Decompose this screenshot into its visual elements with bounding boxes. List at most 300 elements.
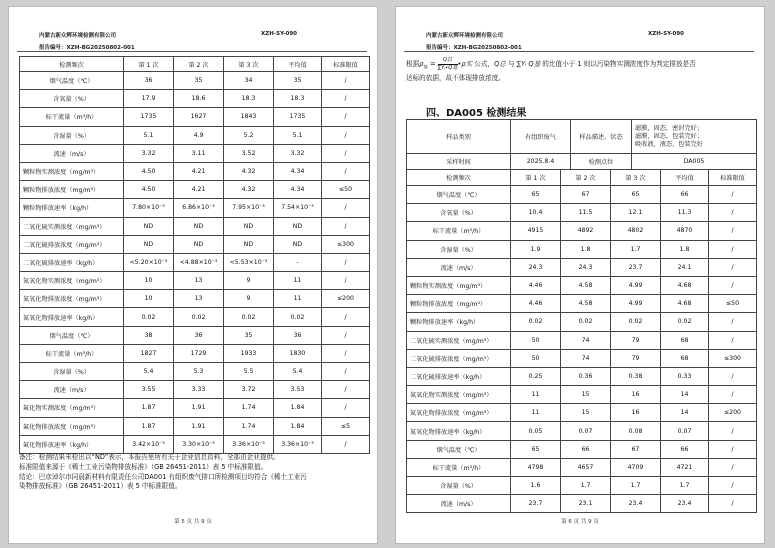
- row-label: 流速（m/s）: [407, 258, 511, 276]
- header-divider: [404, 51, 754, 52]
- cell-value: 5.5: [224, 363, 274, 381]
- row-label: 烟气温度（℃）: [407, 440, 511, 458]
- cell-value: /: [709, 495, 757, 513]
- table-row: [20, 199, 370, 217]
- table-row: [20, 108, 370, 126]
- column-header: 第 1 次: [124, 57, 174, 72]
- table-row: [20, 217, 370, 235]
- cell-value: <4.88×10⁻³: [174, 253, 224, 271]
- row-label: 含湿量（%）: [20, 126, 124, 144]
- row-label: 氮氧化物排放速率（kg/h）: [407, 422, 511, 440]
- column-header: 第 3 次: [611, 170, 661, 186]
- table-row: [407, 477, 757, 495]
- cell-value: 4657: [561, 458, 611, 476]
- table-row: [20, 363, 370, 381]
- cell-value: /: [322, 253, 370, 271]
- cell-value: 5.3: [174, 363, 224, 381]
- cell-value: /: [322, 308, 370, 326]
- sampling-point: DA005: [632, 154, 757, 170]
- table-row: [20, 272, 370, 290]
- cell-value: 3.55: [124, 381, 174, 399]
- table-row: [20, 162, 370, 180]
- cell-value: /: [709, 367, 757, 385]
- cell-value: 4.34: [274, 181, 322, 199]
- cell-value: 4798: [511, 458, 561, 476]
- cell-value: 1.8: [661, 240, 709, 258]
- row-label: 颗粒物实测浓度（mg/m³）: [20, 162, 124, 180]
- cell-value: 38: [124, 326, 174, 344]
- cell-value: 11: [274, 272, 322, 290]
- cell-value: 1.91: [174, 417, 224, 435]
- row-label: 含湿量（%）: [20, 363, 124, 381]
- cell-value: 4.99: [611, 276, 661, 294]
- cell-value: 0.07: [661, 422, 709, 440]
- cell-value: 3.32: [124, 144, 174, 162]
- cell-value: /: [322, 72, 370, 90]
- cell-value: 65: [511, 186, 561, 204]
- cell-value: 1735: [274, 108, 322, 126]
- cell-value: 11.5: [561, 204, 611, 222]
- remarks: [19, 453, 369, 492]
- row-label: 颗粒物排放浓度（mg/m³）: [407, 295, 511, 313]
- cell-value: 4.21: [174, 181, 224, 199]
- column-header: 第 2 次: [561, 170, 611, 186]
- formula-fraction: $\frac{\text{Q总}}{\text{∑Yᵢ•Q基}}$: [437, 57, 458, 71]
- cell-value: 24.3: [561, 258, 611, 276]
- cell-value: /: [322, 399, 370, 417]
- cell-value: 18.6: [174, 90, 224, 108]
- cell-value: 1.91: [174, 399, 224, 417]
- cell-value: 68: [661, 349, 709, 367]
- cell-value: 3.36×10⁻³: [274, 435, 322, 453]
- cell-value: 3.42×10⁻³: [124, 435, 174, 453]
- cell-value: /: [709, 240, 757, 258]
- cell-value: ND: [224, 235, 274, 253]
- table-row: [407, 186, 757, 204]
- cell-value: 0.38: [611, 367, 661, 385]
- cell-value: 15: [561, 404, 611, 422]
- cell-value: 1.6: [511, 477, 561, 495]
- cell-value: 24.3: [511, 258, 561, 276]
- info-value: 有组织废气: [511, 120, 571, 154]
- row-label: 二氧化硫排放速率（kg/h）: [20, 253, 124, 271]
- cell-value: 0.36: [561, 367, 611, 385]
- cell-value: 67: [561, 186, 611, 204]
- cell-value: 5.1: [124, 126, 174, 144]
- table-row: [407, 440, 757, 458]
- cell-value: 13: [174, 290, 224, 308]
- table-row: [20, 344, 370, 362]
- table-row: [20, 399, 370, 417]
- cell-value: 50: [511, 331, 561, 349]
- cell-value: 4892: [561, 222, 611, 240]
- table-row: [20, 72, 370, 90]
- cell-value: 5.4: [274, 363, 322, 381]
- cell-value: 1.84: [274, 417, 322, 435]
- report-page-5: [8, 6, 378, 544]
- cell-value: /: [709, 458, 757, 476]
- table-row: [407, 222, 757, 240]
- report-page-6: [395, 6, 765, 544]
- row-label: 氮氧化物排放浓度（mg/m³）: [20, 290, 124, 308]
- cell-value: /: [322, 326, 370, 344]
- cell-value: 1.7: [661, 477, 709, 495]
- cell-value: 16: [611, 386, 661, 404]
- table-row: [20, 253, 370, 271]
- cell-value: ND: [224, 217, 274, 235]
- row-label: 标干流量（m³/h）: [407, 222, 511, 240]
- page-number: 第 6 页 共 9 页: [561, 519, 599, 525]
- cell-value: 24.1: [661, 258, 709, 276]
- cell-value: 35: [174, 72, 224, 90]
- cell-value: 1.7: [611, 240, 661, 258]
- info-label: 样品描述、状态: [571, 120, 632, 154]
- table-row: [20, 181, 370, 199]
- cell-value: 0.02: [124, 308, 174, 326]
- cell-value: 12.1: [611, 204, 661, 222]
- row-label: 标干流量（m³/h）: [20, 344, 124, 362]
- cell-value: 3.53: [274, 381, 322, 399]
- cell-value: 7.95×10⁻³: [224, 199, 274, 217]
- table-row: [407, 404, 757, 422]
- cell-value: 0.02: [174, 308, 224, 326]
- row-label: 含氧量（%）: [407, 204, 511, 222]
- cell-value: ND: [274, 235, 322, 253]
- cell-value: 36: [174, 326, 224, 344]
- table-row: [407, 258, 757, 276]
- cell-value: 4.68: [661, 295, 709, 313]
- row-label: 二氧化硫排放浓度（mg/m³）: [20, 235, 124, 253]
- table-row: [407, 458, 757, 476]
- cell-value: /: [322, 381, 370, 399]
- cell-value: ND: [274, 217, 322, 235]
- cell-value: 4915: [511, 222, 561, 240]
- row-label: 烟气温度（℃）: [20, 72, 124, 90]
- cell-value: /: [709, 386, 757, 404]
- cell-value: <5.53×10⁻³: [224, 253, 274, 271]
- table-row: [20, 235, 370, 253]
- cell-value: 36: [274, 326, 322, 344]
- cell-value: 1.7: [561, 477, 611, 495]
- cell-value: /: [709, 440, 757, 458]
- cell-value: -: [274, 253, 322, 271]
- info-label: 检测点位: [571, 154, 632, 170]
- row-label: 氟化物排放速率（kg/h）: [20, 435, 124, 453]
- cell-value: 0.02: [224, 308, 274, 326]
- cell-value: 4.58: [561, 295, 611, 313]
- cell-value: 23.4: [611, 495, 661, 513]
- cell-value: 18.3: [274, 90, 322, 108]
- cell-value: 1.84: [274, 399, 322, 417]
- row-label: 流速（m/s）: [20, 144, 124, 162]
- cell-value: 18.3: [224, 90, 274, 108]
- cell-value: /: [709, 258, 757, 276]
- cell-value: 67: [611, 440, 661, 458]
- company-name: 内蒙古新众辉环境检测有限公司: [39, 33, 117, 39]
- cell-value: 1.8: [561, 240, 611, 258]
- cell-value: 14: [661, 404, 709, 422]
- cell-value: 4.99: [611, 295, 661, 313]
- row-label: 二氧化硫实测浓度（mg/m³）: [20, 217, 124, 235]
- results-table-da005: [406, 169, 757, 513]
- cell-value: 4.46: [511, 295, 561, 313]
- table-row: [407, 331, 757, 349]
- remark-line: 结论：巴彦淖尔市同晨新材料有限责任公司DA001 有组织废气排口所检测项目均符合《稀土工业污: [19, 472, 307, 481]
- column-header: 标准限值: [322, 57, 370, 72]
- table-row: [407, 295, 757, 313]
- cell-value: 1.74: [224, 417, 274, 435]
- row-label: 氮氧化物实测浓度（mg/m³）: [20, 272, 124, 290]
- cell-value: 14: [661, 386, 709, 404]
- cell-value: 3.11: [174, 144, 224, 162]
- row-label: 二氧化硫排放速率（kg/h）: [407, 367, 511, 385]
- cell-value: 68: [661, 331, 709, 349]
- cell-value: 11: [511, 404, 561, 422]
- row-label: 氮氧化物排放浓度（mg/m³）: [407, 404, 511, 422]
- cell-value: /: [322, 108, 370, 126]
- sampling-date: 2025.8.4: [511, 154, 571, 170]
- form-code: XZH-SY-090: [261, 31, 298, 37]
- row-label: 颗粒物排放速率（kg/h）: [20, 199, 124, 217]
- cell-value: 35: [224, 326, 274, 344]
- section-title: 四、DA005 检测结果: [426, 108, 527, 119]
- table-row: [407, 240, 757, 258]
- cell-value: /: [322, 199, 370, 217]
- cell-value: /: [322, 272, 370, 290]
- cell-value: 10: [124, 272, 174, 290]
- row-label: 颗粒物实测浓度（mg/m³）: [407, 276, 511, 294]
- table-row: [407, 422, 757, 440]
- cell-value: 4.21: [174, 162, 224, 180]
- cell-value: 65: [611, 186, 661, 204]
- cell-value: 4709: [611, 458, 661, 476]
- cell-value: 6.86×10⁻³: [174, 199, 224, 217]
- cell-value: 4.46: [511, 276, 561, 294]
- cell-value: 1735: [124, 108, 174, 126]
- cell-value: /: [709, 422, 757, 440]
- cell-value: 36: [124, 72, 174, 90]
- cell-value: ≤300: [709, 349, 757, 367]
- cell-value: <5.20×10⁻³: [124, 253, 174, 271]
- cell-value: 4.68: [661, 276, 709, 294]
- row-label: 二氧化硫实测浓度（mg/m³）: [407, 331, 511, 349]
- cell-value: /: [322, 435, 370, 453]
- table-row: [20, 290, 370, 308]
- cell-value: 4.50: [124, 162, 174, 180]
- sample-status: 滤膜，固态，密封完好； 滤膜，固态，包装完好； 吸收液，液态，包装完好: [632, 120, 757, 154]
- cell-value: 9: [224, 272, 274, 290]
- column-header: 第 1 次: [511, 170, 561, 186]
- report-number: 报告编号：XZH-BG20250802-001: [39, 45, 135, 51]
- cell-value: 4721: [661, 458, 709, 476]
- cell-value: 15: [561, 386, 611, 404]
- cell-value: 79: [611, 349, 661, 367]
- table-row: [20, 417, 370, 435]
- cell-value: 3.72: [224, 381, 274, 399]
- cell-value: /: [322, 344, 370, 362]
- cell-value: 0.25: [511, 367, 561, 385]
- cell-value: /: [322, 363, 370, 381]
- column-header: 检测频次: [20, 57, 124, 72]
- column-header: 平均值: [274, 57, 322, 72]
- cell-value: 1.74: [224, 399, 274, 417]
- cell-value: /: [709, 204, 757, 222]
- row-label: 二氧化硫排放浓度（mg/m³）: [407, 349, 511, 367]
- cell-value: 4.32: [224, 162, 274, 180]
- cell-value: /: [322, 217, 370, 235]
- cell-value: ND: [124, 217, 174, 235]
- row-label: 氟化物实测浓度（mg/m³）: [20, 399, 124, 417]
- cell-value: 0.02: [274, 308, 322, 326]
- cell-value: 35: [274, 72, 322, 90]
- info-label: 样品类别: [407, 120, 511, 154]
- cell-value: 17.9: [124, 90, 174, 108]
- row-label: 流速（m/s）: [20, 381, 124, 399]
- cell-value: ND: [174, 217, 224, 235]
- table-row: [407, 386, 757, 404]
- cell-value: ≤5: [322, 417, 370, 435]
- cell-value: 5.4: [124, 363, 174, 381]
- cell-value: 0.05: [511, 422, 561, 440]
- column-header: 第 2 次: [174, 57, 224, 72]
- cell-value: ≤50: [709, 295, 757, 313]
- cell-value: /: [322, 90, 370, 108]
- row-label: 氮氧化物排放速率（kg/h）: [20, 308, 124, 326]
- cell-value: 4802: [611, 222, 661, 240]
- cell-value: 4.9: [174, 126, 224, 144]
- cell-value: 0.08: [611, 422, 661, 440]
- cell-value: /: [709, 276, 757, 294]
- table-row: [20, 326, 370, 344]
- cell-value: ≤200: [322, 290, 370, 308]
- cell-value: 1830: [274, 344, 322, 362]
- info-label: 采样时间: [407, 154, 511, 170]
- column-header: 第 3 次: [224, 57, 274, 72]
- column-header: 平均值: [661, 170, 709, 186]
- cell-value: 1827: [124, 344, 174, 362]
- cell-value: 1933: [224, 344, 274, 362]
- cell-value: /: [709, 313, 757, 331]
- cell-value: ≤300: [322, 235, 370, 253]
- report-number: 报告编号：XZH-BG20250802-001: [426, 45, 522, 51]
- remark-line: 染物排放标准》（GB 26451-2011）表 5 中标准限值。: [19, 482, 182, 491]
- cell-value: 1.87: [124, 399, 174, 417]
- cell-value: 13: [174, 272, 224, 290]
- table-row: [407, 204, 757, 222]
- cell-value: ND: [174, 235, 224, 253]
- cell-value: 3.30×10⁻³: [174, 435, 224, 453]
- row-label: 颗粒物排放速率（kg/h）: [407, 313, 511, 331]
- cell-value: 0.02: [511, 313, 561, 331]
- header-divider: [17, 51, 367, 52]
- column-header: 标准限值: [709, 170, 757, 186]
- cell-value: 1627: [174, 108, 224, 126]
- row-label: 标干流量（m³/h）: [20, 108, 124, 126]
- cell-value: 5.1: [274, 126, 322, 144]
- column-header: 检测频次: [407, 170, 511, 186]
- cell-value: 23.1: [561, 495, 611, 513]
- cell-value: 1.9: [511, 240, 561, 258]
- table-row: [407, 495, 757, 513]
- row-label: 标干流量（m³/h）: [407, 458, 511, 476]
- cell-value: 0.07: [561, 422, 611, 440]
- table-row: [407, 276, 757, 294]
- cell-value: 34: [224, 72, 274, 90]
- sample-info-table: [406, 119, 757, 170]
- cell-value: 1.87: [124, 417, 174, 435]
- formula-text: 根据$\rho_基$ = $\frac{\text{Q总}}{\text{∑Yᵢ•Q基}}$ •ρ实 公式，Q总 与 ∑Yᵢ Q基 的比值小于 1 则以污染物实测浓度作为判定排放是否 达标的依据，故不体现排放浓度。: [406, 57, 696, 83]
- row-label: 含湿量（%）: [407, 477, 511, 495]
- cell-value: 7.54×10⁻³: [274, 199, 322, 217]
- cell-value: 4.34: [274, 162, 322, 180]
- row-label: 含氧量（%）: [20, 90, 124, 108]
- cell-value: 79: [611, 331, 661, 349]
- cell-value: 0.33: [661, 367, 709, 385]
- row-label: 氮氧化物实测浓度（mg/m³）: [407, 386, 511, 404]
- cell-value: 50: [511, 349, 561, 367]
- remark-line: 备注：检测结果未检出以“ND”表示，本报告里所有关于企业信息资料，全部由企业提供。: [19, 453, 280, 461]
- table-row: [20, 126, 370, 144]
- cell-value: /: [709, 186, 757, 204]
- row-label: 烟气温度（℃）: [20, 326, 124, 344]
- cell-value: 3.36×10⁻³: [224, 435, 274, 453]
- cell-value: 4870: [661, 222, 709, 240]
- cell-value: /: [322, 126, 370, 144]
- cell-value: /: [709, 222, 757, 240]
- cell-value: 9: [224, 290, 274, 308]
- cell-value: 4.50: [124, 181, 174, 199]
- cell-value: 4.58: [561, 276, 611, 294]
- table-row: [20, 90, 370, 108]
- cell-value: 11: [511, 386, 561, 404]
- cell-value: 10.4: [511, 204, 561, 222]
- cell-value: 3.33: [174, 381, 224, 399]
- cell-value: 66: [561, 440, 611, 458]
- remark-line: 标准限值来源于《稀土工业污染物排放标准》（GB 26451-2011）表 5 中标准限值。: [19, 462, 268, 471]
- cell-value: 7.80×10⁻³: [124, 199, 174, 217]
- cell-value: 11: [274, 290, 322, 308]
- cell-value: 66: [661, 186, 709, 204]
- cell-value: ≤200: [709, 404, 757, 422]
- cell-value: 65: [511, 440, 561, 458]
- cell-value: 3.52: [224, 144, 274, 162]
- cell-value: 74: [561, 331, 611, 349]
- cell-value: ≤50: [322, 181, 370, 199]
- cell-value: 66: [661, 440, 709, 458]
- cell-value: /: [709, 331, 757, 349]
- cell-value: 1.7: [611, 477, 661, 495]
- results-table-da001: [19, 56, 370, 454]
- cell-value: 11.3: [661, 204, 709, 222]
- cell-value: /: [709, 477, 757, 495]
- cell-value: 16: [611, 404, 661, 422]
- table-row: [20, 308, 370, 326]
- row-label: 氟化物排放浓度（mg/m³）: [20, 417, 124, 435]
- cell-value: 23.7: [611, 258, 661, 276]
- row-label: 含湿量（%）: [407, 240, 511, 258]
- cell-value: 4.32: [224, 181, 274, 199]
- cell-value: 10: [124, 290, 174, 308]
- table-row: [20, 381, 370, 399]
- cell-value: 1729: [174, 344, 224, 362]
- cell-value: 74: [561, 349, 611, 367]
- cell-value: 1843: [224, 108, 274, 126]
- table-row: [20, 144, 370, 162]
- table-row: [20, 435, 370, 453]
- cell-value: 0.02: [661, 313, 709, 331]
- cell-value: 3.32: [274, 144, 322, 162]
- table-row: [407, 349, 757, 367]
